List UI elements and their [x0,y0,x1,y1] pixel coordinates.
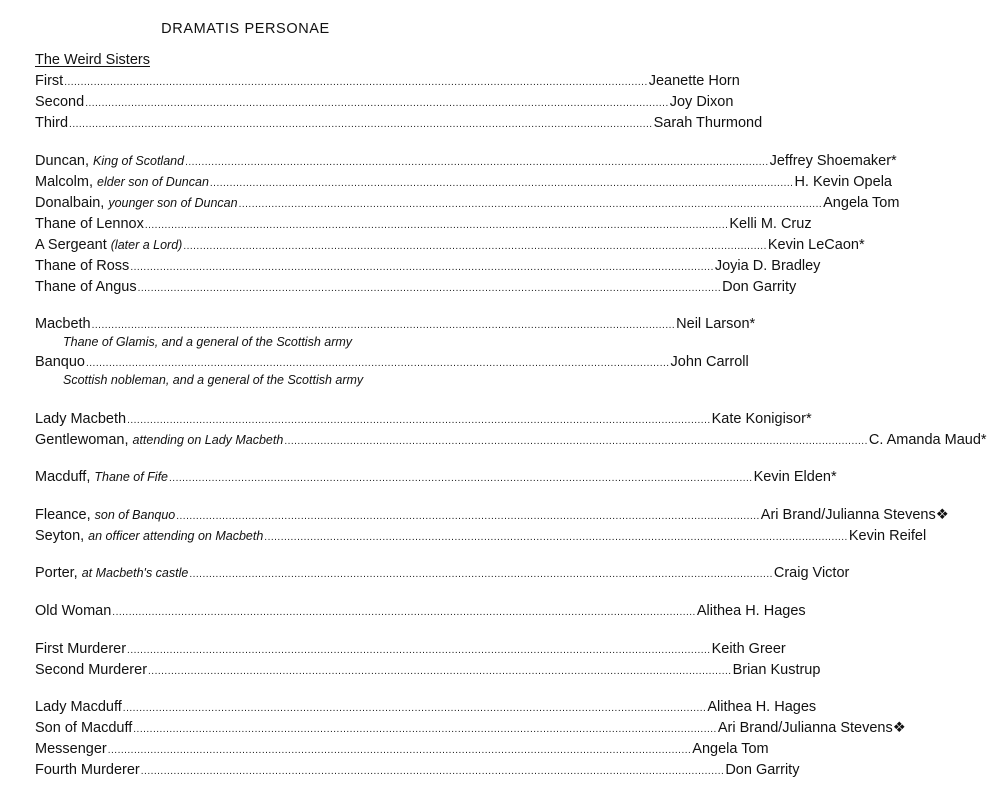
role-name: Porter, [35,565,78,581]
role-description: younger son of Duncan [108,196,238,210]
cast-row-second-murderer [35,660,821,680]
leader-dots: .................................................................................................................................................................................. [91,320,676,331]
cast-row-malcolm [35,172,892,192]
leader-dots: .................................................................................................................................................................................. [133,724,717,735]
leader-dots: .................................................................................................................................................................................. [284,436,868,447]
actor-name: C. Amanda Maud* [868,432,987,448]
cast-row-gentlewoman [35,430,987,450]
actor-name: Ari Brand/Julianna Stevens❖ [760,507,949,523]
actor-name: Kevin Reifel [848,528,927,544]
role-name: First Murderer [35,641,127,657]
cast-row-banquo [35,352,749,372]
role-name: Lady Macbeth [35,411,127,427]
role-description: at Macbeth's castle [81,566,189,580]
role-name: Malcolm, [35,174,94,190]
leader-dots: .................................................................................................................................................................................. [144,220,729,231]
cast-row-duncan [35,151,897,171]
role-description: Thane of Fife [94,470,169,484]
leader-dots: .................................................................................................................................................................................. [176,511,760,522]
role-description: elder son of Duncan [97,175,209,189]
actor-name: Keith Greer [711,641,786,657]
actor-name: Kevin LeCaon* [767,237,865,253]
role-name: Thane of Ross [35,258,130,274]
actor-name: Don Garrity [722,279,797,295]
cast-row-fleance [35,505,949,525]
actor-name: Ari Brand/Julianna Stevens❖ [717,720,906,736]
weird-sisters-heading: The Weird Sisters [35,52,150,68]
role-description: son of Banquo [94,508,176,522]
actor-name: Kelli M. Cruz [729,216,812,232]
actor-name: John Carroll [670,354,749,370]
role-name: First [35,73,64,89]
role-name: Second Murderer [35,662,148,678]
actor-name: Kate Konigisor* [711,411,812,427]
role-name: Banquo [35,354,85,370]
leader-dots: .................................................................................................................................................................................. [169,473,753,484]
cast-row-messenger [35,739,769,759]
leader-dots: .................................................................................................................................................................................. [64,77,648,88]
role-name: Duncan, [35,153,90,169]
role-name: Gentlewoman, [35,432,129,448]
actor-name: Sarah Thurmond [653,115,763,131]
leader-dots: .................................................................................................................................................................................. [127,645,711,656]
leader-dots: .................................................................................................................................................................................. [185,157,769,168]
cast-row-ross [35,256,821,276]
leader-dots: .................................................................................................................................................................................. [183,241,767,252]
actor-name: Alithea H. Hages [707,699,817,715]
actor-name: Joyia D. Bradley [714,258,821,274]
cast-row-donalbain [35,193,900,213]
cast-row-son-of-macduff [35,718,906,738]
cast-row-angus [35,277,797,297]
role-name: Son of Macduff [35,720,133,736]
actor-name: H. Kevin Opela [794,174,892,190]
role-name: Macbeth [35,316,91,332]
leader-dots: .................................................................................................................................................................................. [140,766,725,777]
role-name: A Sergeant [35,237,107,253]
actor-name: Don Garrity [725,762,800,778]
leader-dots: .................................................................................................................................................................................. [209,178,794,189]
role-name: Thane of Angus [35,279,137,295]
cast-row-first-murderer [35,639,786,659]
role-name: Old Woman [35,603,112,619]
role-description: attending on Lady Macbeth [132,433,284,447]
actor-name: Alithea H. Hages [696,603,806,619]
leader-dots: .................................................................................................................................................................................. [112,607,696,618]
cast-row-lady-macduff [35,697,817,717]
role-name: Macduff, [35,469,91,485]
leader-dots: .................................................................................................................................................................................. [107,745,692,756]
role-description: (later a Lord) [110,238,183,252]
actor-name: Angela Tom [823,195,900,211]
actor-name: Jeanette Horn [648,73,740,89]
cast-row-fourth-murderer [35,760,800,780]
actor-name: Neil Larson* [676,316,756,332]
leader-dots: .................................................................................................................................................................................. [127,415,711,426]
actor-name: Angela Tom [692,741,769,757]
role-name: Thane of Lennox [35,216,144,232]
role-name: Lady Macduff [35,699,122,715]
leader-dots: .................................................................................................................................................................................. [69,119,653,130]
role-name: Donalbain, [35,195,105,211]
actor-name: Craig Victor [773,565,850,581]
role-name: Fleance, [35,507,91,523]
cast-row-lennox [35,214,812,234]
leader-dots: .................................................................................................................................................................................. [137,283,722,294]
cast-row-porter [35,563,850,583]
role-name: Fourth Murderer [35,762,140,778]
leader-dots: .................................................................................................................................................................................. [85,98,669,109]
leader-dots: .................................................................................................................................................................................. [130,262,714,273]
cast-row-macduff [35,467,837,487]
cast-row-second-sister [35,92,734,112]
macbeth-role-note: Thane of Glamis, and a general of the Scottish army [63,335,353,349]
page-title: DRAMATIS PERSONAE [161,21,330,37]
cast-row-lady-macbeth [35,409,812,429]
cast-row-first-sister [35,71,740,91]
leader-dots: .................................................................................................................................................................................. [238,199,823,210]
actor-name: Brian Kustrup [732,662,821,678]
cast-row-old-woman [35,601,806,621]
cast-row-third-sister [35,113,763,133]
actor-name: Kevin Elden* [753,469,837,485]
role-description: King of Scotland [93,154,185,168]
leader-dots: .................................................................................................................................................................................. [86,358,670,369]
cast-row-seyton [35,526,927,546]
leader-dots: .................................................................................................................................................................................. [264,532,848,543]
cast-row-macbeth [35,314,756,334]
role-name: Third [35,115,69,131]
banquo-role-note: Scottish nobleman, and a general of the Scottish army [63,373,364,387]
role-name: Messenger [35,741,107,757]
leader-dots: .................................................................................................................................................................................. [148,666,732,677]
role-description: an officer attending on Macbeth [88,529,264,543]
cast-row-sergeant [35,235,865,255]
role-name: Seyton, [35,528,85,544]
actor-name: Jeffrey Shoemaker* [769,153,897,169]
actor-name: Joy Dixon [669,94,734,110]
leader-dots: .................................................................................................................................................................................. [122,703,707,714]
role-name: Second [35,94,85,110]
leader-dots: .................................................................................................................................................................................. [189,569,773,580]
